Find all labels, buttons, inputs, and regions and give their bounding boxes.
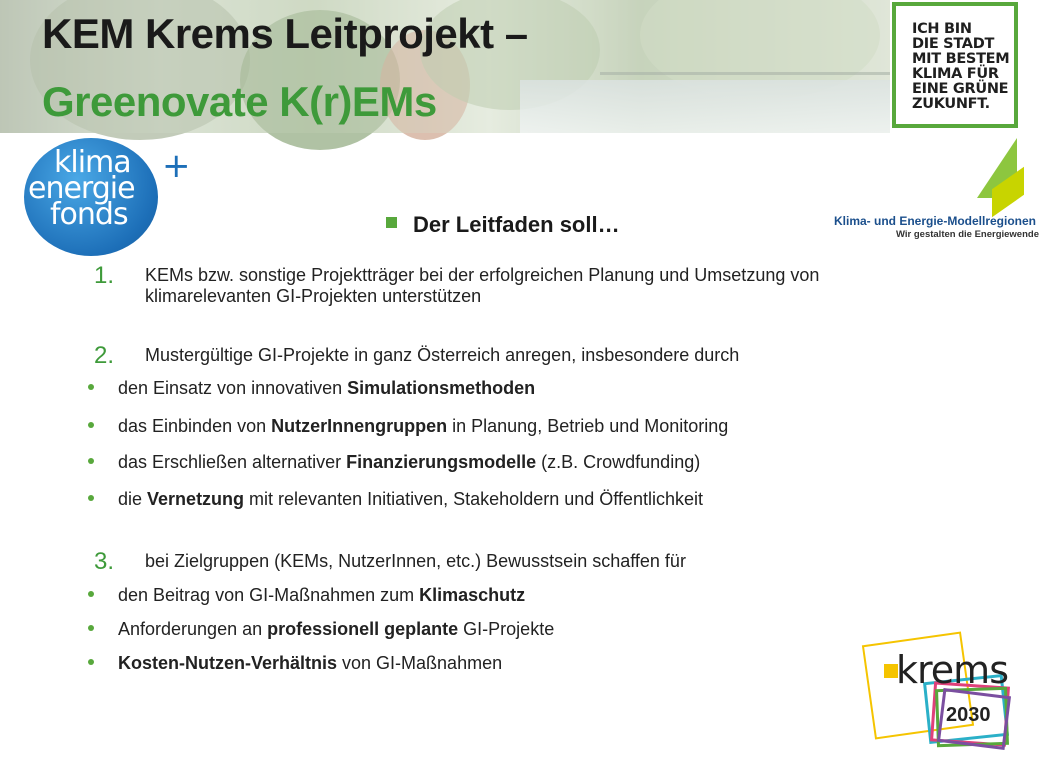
square-bullet-icon (386, 217, 397, 228)
badge-line: ZUKUNFT. (912, 96, 990, 112)
krems-logo-word: krems (896, 648, 1008, 692)
item-text: KEMs bzw. sonstige Projektträger bei der erfolgreichen Planung und Umsetzung von klimarelevanten GI-Projekten unterstützen (145, 265, 820, 306)
bullet-icon (88, 384, 94, 390)
modellregionen-logo (832, 138, 1039, 240)
klima-energie-fonds-logo (24, 138, 191, 256)
item-number: 2. (94, 342, 115, 369)
bullet-icon (88, 591, 94, 597)
list-item: Kosten-Nutzen-Verhältnis von GI-Maßnahmen (88, 653, 502, 674)
slide-title: KEM Krems Leitprojekt – (42, 10, 528, 57)
item-number: 3. (94, 548, 115, 575)
lead-text: Der Leitfaden soll… (413, 212, 620, 237)
bullet-icon (88, 495, 94, 501)
slide-subtitle: Greenovate K(r)EMs (42, 78, 437, 125)
krems-logo-year: 2030 (946, 704, 991, 726)
item-number: 1. (94, 262, 115, 289)
badge-line: EINE GRÜNE (912, 81, 1009, 97)
badge-line: MIT BESTEM (912, 51, 1010, 67)
badge-line: DIE STADT (912, 36, 995, 52)
bullet-icon (88, 659, 94, 665)
bullet-icon (88, 458, 94, 464)
list-item: die Vernetzung mit relevanten Initiativen, Stakeholdern und Öffentlichkeit (88, 489, 703, 510)
list-item: den Einsatz von innovativen Simulationsmethoden (88, 378, 535, 399)
kem-logo-title: Klima- und Energie-Modellregionen (834, 214, 1037, 228)
item-text: bei Zielgruppen (KEMs, NutzerInnen, etc.) Bewusstsein schaffen für (145, 551, 686, 571)
kef-plus-icon: + (162, 146, 191, 186)
badge-line: KLIMA FÜR (912, 66, 999, 82)
bullet-icon (88, 422, 94, 428)
kef-word: energie (28, 171, 135, 206)
bullet-icon (88, 625, 94, 631)
list-item: den Beitrag von GI-Maßnahmen zum Klimaschutz (88, 585, 525, 606)
kef-word: klima (54, 145, 131, 180)
city-badge-logo (890, 0, 1024, 133)
kef-word: fonds (50, 197, 128, 232)
list-item: Anforderungen an professionell geplante GI-Projekte (88, 619, 554, 640)
item-text: Mustergültige GI-Projekte in ganz Österreich anregen, insbesondere durch (145, 345, 740, 365)
kem-logo-tagline: Wir gestalten die Energiewende (896, 229, 1039, 240)
list-item: das Einbinden von NutzerInnengruppen in Planung, Betrieb und Monitoring (88, 416, 728, 437)
krems-2030-logo (866, 628, 1016, 748)
badge-line: ICH BIN (912, 21, 972, 37)
lead-statement (386, 212, 620, 238)
list-item: das Erschließen alternativer Finanzierungsmodelle (z.B. Crowdfunding) (88, 452, 700, 473)
